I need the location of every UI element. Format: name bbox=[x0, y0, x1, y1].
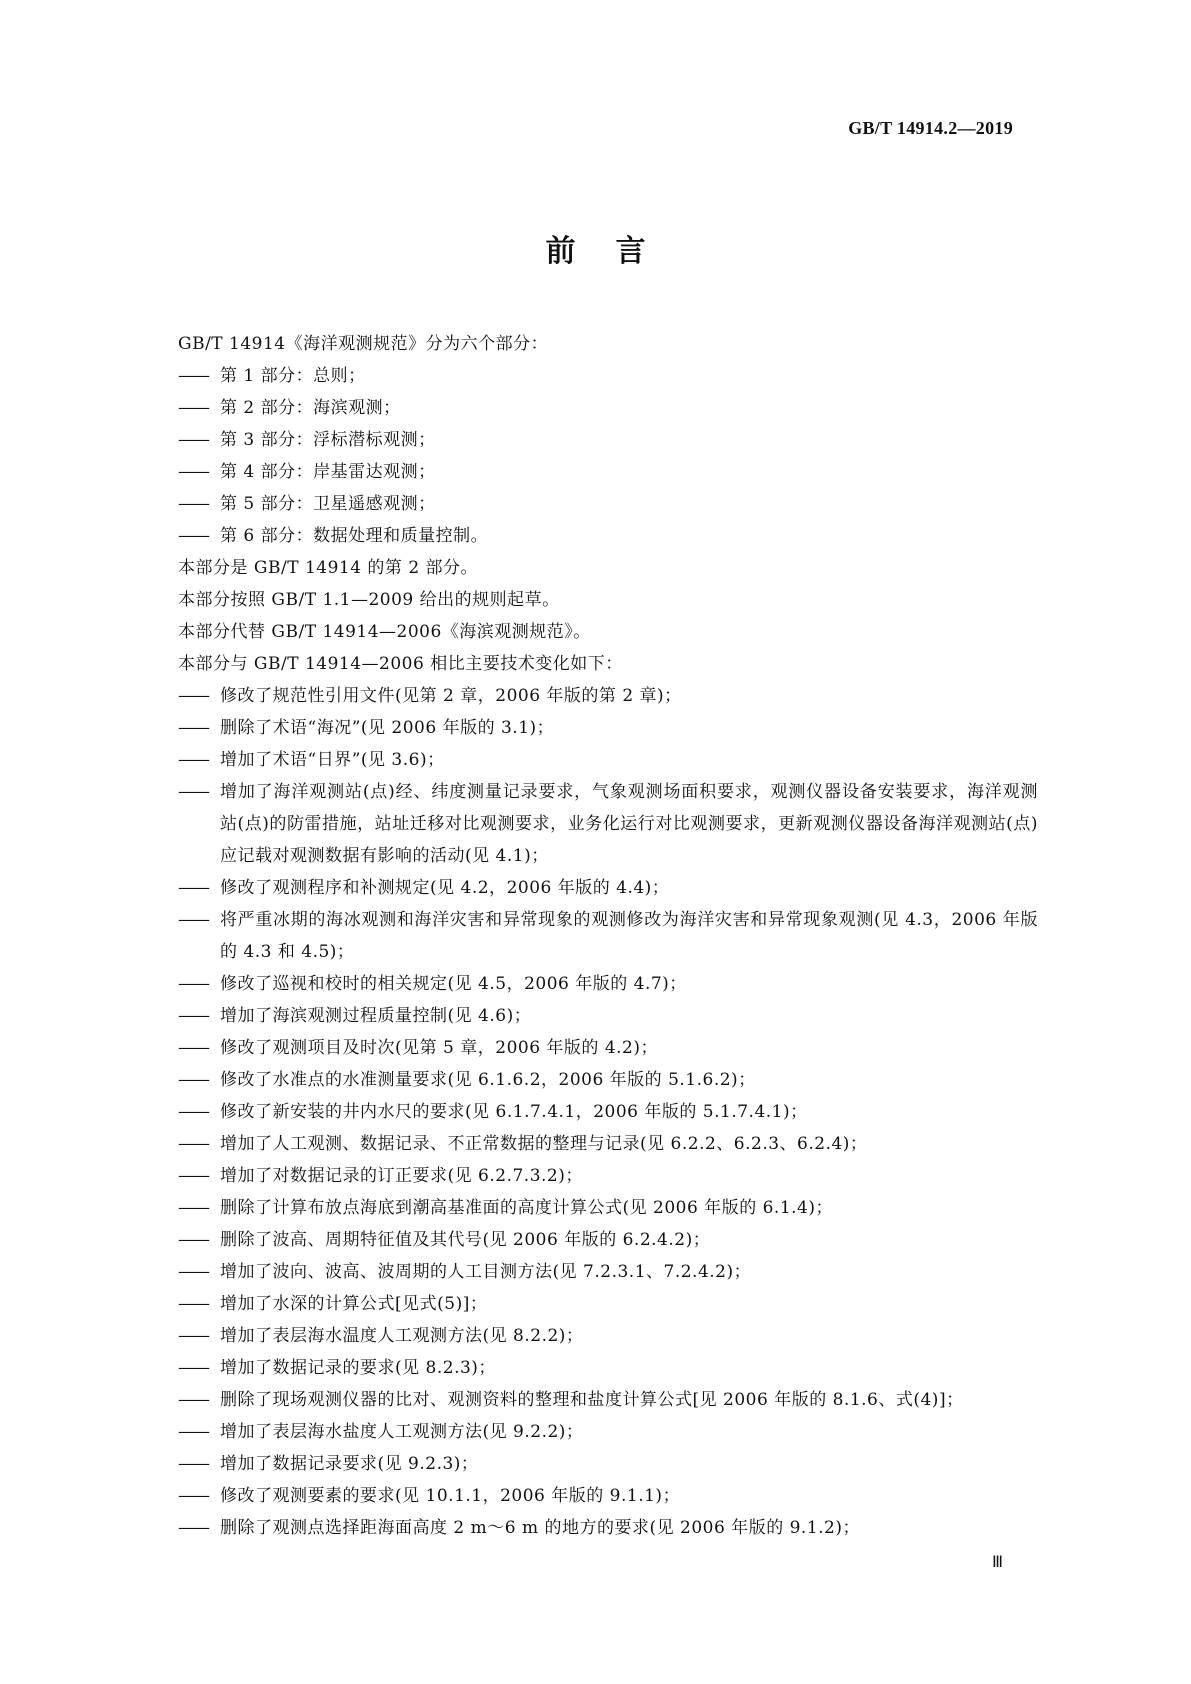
list-item: —— 修改了新安装的井内水尺的要求(见 6.1.7.4.1，2006 年版的 5.1.7.4.1)； bbox=[178, 1096, 1038, 1128]
dash-marker: —— bbox=[178, 1006, 208, 1026]
statement: 本部分是 GB/T 14914 的第 2 部分。 bbox=[178, 558, 479, 578]
list-item: —— 删除了现场观测仪器的比对、观测资料的整理和盐度计算公式[见 2006 年版的 8.1.6、式(4)]； bbox=[178, 1384, 1038, 1416]
list-item: —— 增加了波向、波高、波周期的人工目测方法(见 7.2.3.1、7.2.4.2)； bbox=[178, 1256, 1038, 1288]
standard-code: GB/T 14914.2—2019 bbox=[848, 118, 1013, 138]
list-item: —— 将严重冰期的海冰观测和海洋灾害和异常现象的观测修改为海洋灾害和异常现象观测(见 4.3，2006 年版的 4.3 和 4.5)； bbox=[178, 904, 1038, 968]
dash-marker: —— bbox=[178, 686, 208, 706]
dash-marker: —— bbox=[178, 750, 208, 770]
list-item: —— 增加了海滨观测过程质量控制(见 4.6)； bbox=[178, 1000, 1038, 1032]
page-title: 前言 bbox=[545, 234, 686, 269]
statement: 本部分与 GB/T 14914—2006 相比主要技术变化如下： bbox=[178, 654, 623, 674]
dash-marker: —— bbox=[178, 1454, 208, 1474]
dash-marker: —— bbox=[178, 366, 208, 386]
dash-marker: —— bbox=[178, 1486, 208, 1506]
list-item: —— 删除了观测点选择距海面高度 2 m～6 m 的地方的要求(见 2006 年版的 9.1.2)； bbox=[178, 1512, 1038, 1544]
dash-marker: —— bbox=[178, 1390, 208, 1410]
list-item: —— 删除了波高、周期特征值及其代号(见 2006 年版的 6.2.4.2)； bbox=[178, 1224, 1038, 1256]
dash-marker: —— bbox=[178, 1326, 208, 1346]
dash-marker: —— bbox=[178, 1134, 208, 1154]
dash-marker: —— bbox=[178, 462, 208, 482]
list-item: —— 增加了海洋观测站(点)经、纬度测量记录要求，气象观测场面积要求，观测仪器设备安装要求，海洋观测站(点)的防雷措施，站址迁移对比观测要求，业务化运行对比观测要求，更新观测仪器设备海洋观测站(点)应记载对观测数据有影响的活动(见 4.1)； bbox=[178, 776, 1038, 872]
statement: 本部分代替 GB/T 14914—2006《海滨观测规范》。 bbox=[178, 622, 591, 642]
dash-marker: —— bbox=[178, 1518, 208, 1538]
dash-marker: —— bbox=[178, 974, 208, 994]
list-item: —— 第 4 部分：岸基雷达观测； bbox=[178, 456, 1038, 488]
list-item: —— 第 2 部分：海滨观测； bbox=[178, 392, 1038, 424]
changes-list bbox=[178, 680, 1038, 1544]
dash-marker: —— bbox=[178, 430, 208, 450]
list-item: —— 第 5 部分：卫星遥感观测； bbox=[178, 488, 1038, 520]
dash-marker: —— bbox=[178, 1102, 208, 1122]
list-item: —— 修改了观测要素的要求(见 10.1.1，2006 年版的 9.1.1)； bbox=[178, 1480, 1038, 1512]
list-item: —— 增加了水深的计算公式[见式(5)]； bbox=[178, 1288, 1038, 1320]
dash-marker: —— bbox=[178, 1038, 208, 1058]
list-item: —— 修改了观测程序和补测规定(见 4.2，2006 年版的 4.4)； bbox=[178, 872, 1038, 904]
dash-marker: —— bbox=[178, 718, 208, 738]
dash-marker: —— bbox=[178, 1166, 208, 1186]
list-item: —— 增加了数据记录要求(见 9.2.3)； bbox=[178, 1448, 1038, 1480]
dash-marker: —— bbox=[178, 1230, 208, 1250]
dash-marker: —— bbox=[178, 1262, 208, 1282]
list-item: —— 修改了巡视和校时的相关规定(见 4.5，2006 年版的 4.7)； bbox=[178, 968, 1038, 1000]
list-item: —— 删除了术语“海况”(见 2006 年版的 3.1)； bbox=[178, 712, 1038, 744]
foreword-body bbox=[178, 328, 1038, 1544]
intro-text: GB/T 14914《海洋观测规范》分为六个部分： bbox=[178, 334, 549, 354]
list-item: —— 增加了对数据记录的订正要求(见 6.2.7.3.2)； bbox=[178, 1160, 1038, 1192]
dash-marker: —— bbox=[178, 1358, 208, 1378]
dash-marker: —— bbox=[178, 1070, 208, 1090]
list-item: —— 第 6 部分：数据处理和质量控制。 bbox=[178, 520, 1038, 552]
dash-marker: —— bbox=[178, 1294, 208, 1314]
dash-marker: —— bbox=[178, 910, 208, 930]
list-item: —— 第 3 部分：浮标潜标观测； bbox=[178, 424, 1038, 456]
list-item: —— 删除了计算布放点海底到潮高基准面的高度计算公式(见 2006 年版的 6.1.4)； bbox=[178, 1192, 1038, 1224]
list-item: —— 增加了表层海水盐度人工观测方法(见 9.2.2)； bbox=[178, 1416, 1038, 1448]
list-item: —— 增加了人工观测、数据记录、不正常数据的整理与记录(见 6.2.2、6.2.3、6.2.4)； bbox=[178, 1128, 1038, 1160]
dash-marker: —— bbox=[178, 398, 208, 418]
dash-marker: —— bbox=[178, 782, 208, 802]
list-item: —— 修改了水准点的水准测量要求(见 6.1.6.2，2006 年版的 5.1.6.2)； bbox=[178, 1064, 1038, 1096]
dash-marker: —— bbox=[178, 878, 208, 898]
dash-marker: —— bbox=[178, 1422, 208, 1442]
list-item: —— 增加了数据记录的要求(见 8.2.3)； bbox=[178, 1352, 1038, 1384]
list-item: —— 增加了术语“日界”(见 3.6)； bbox=[178, 744, 1038, 776]
dash-marker: —— bbox=[178, 494, 208, 514]
page-number: Ⅲ bbox=[991, 1554, 1003, 1571]
list-item: —— 修改了观测项目及时次(见第 5 章，2006 年版的 4.2)； bbox=[178, 1032, 1038, 1064]
list-item: —— 修改了规范性引用文件(见第 2 章，2006 年版的第 2 章)； bbox=[178, 680, 1038, 712]
parts-list bbox=[178, 360, 1038, 552]
dash-marker: —— bbox=[178, 1198, 208, 1218]
list-item: —— 第 1 部分：总则； bbox=[178, 360, 1038, 392]
list-item: —— 增加了表层海水温度人工观测方法(见 8.2.2)； bbox=[178, 1320, 1038, 1352]
statement: 本部分按照 GB/T 1.1—2009 给出的规则起草。 bbox=[178, 590, 560, 610]
dash-marker: —— bbox=[178, 526, 208, 546]
